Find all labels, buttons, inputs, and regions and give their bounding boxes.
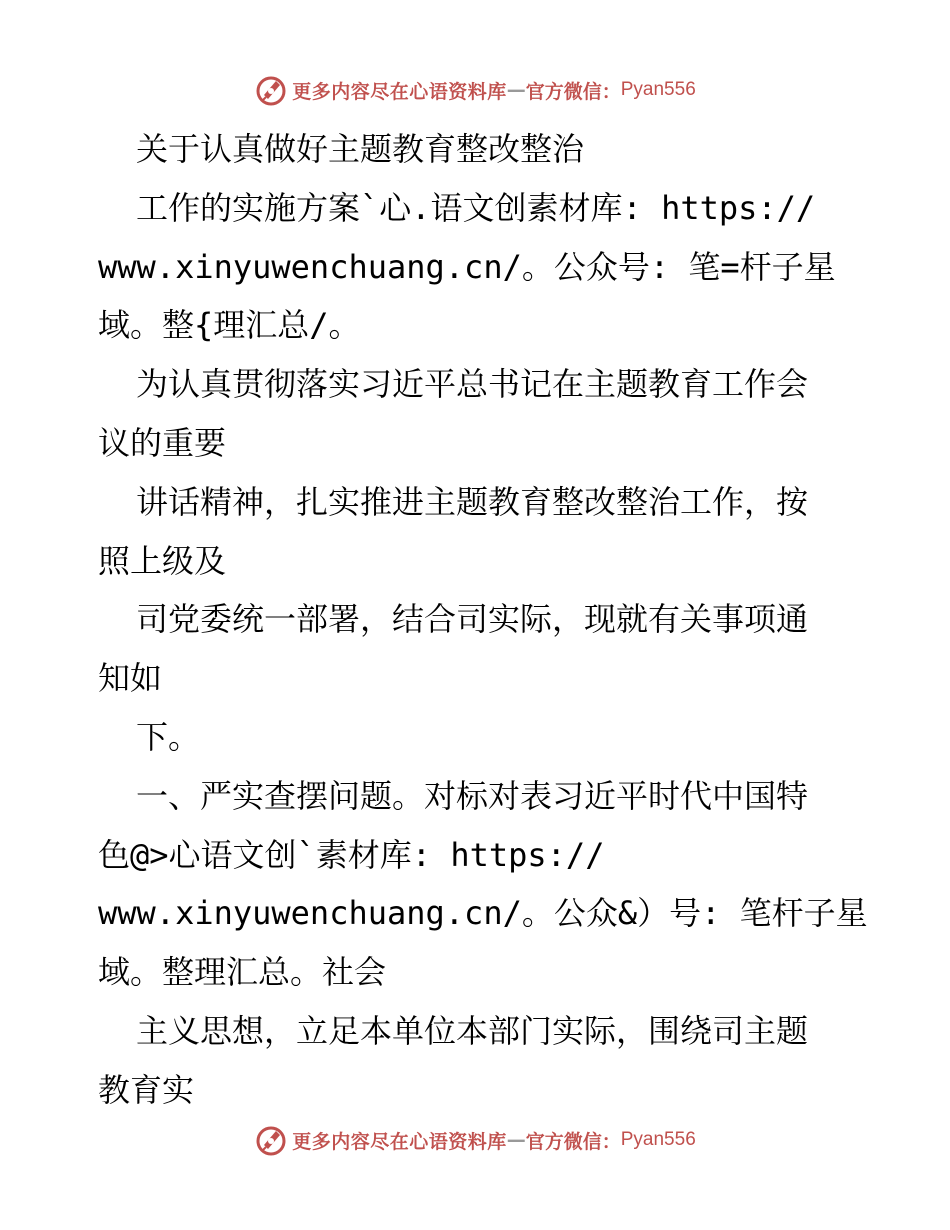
body-line: 知如 xyxy=(98,659,163,698)
body-line: 为认真贯彻落实习近平总书记在主题教育工作会 xyxy=(136,365,809,404)
body-line: 域。整理汇总。社会 xyxy=(98,953,387,992)
banner-wechat-id: Pyan556 xyxy=(620,1129,696,1150)
body-line: 下。 xyxy=(136,717,201,756)
body-line: 一、严实查摆问题。对标对表习近平时代中国特 xyxy=(136,776,809,815)
document-body xyxy=(98,120,868,1120)
body-line: 关于认真做好主题教育整改整治 xyxy=(136,130,585,168)
body-line: www.xinyuwenchuang.cn/。公众号: 笔=杆子星 xyxy=(98,247,836,286)
banner-official-label: 官方微信： xyxy=(525,1130,621,1153)
banner-official-label: 官方微信： xyxy=(525,80,621,103)
body-line: 议的重要 xyxy=(98,423,227,462)
body-line: www.xinyuwenchuang.cn/。公众&）号: 笔杆子星 xyxy=(98,894,868,933)
body-line: 照上级及 xyxy=(98,541,227,580)
body-line: 工作的实施方案`心.语文创素材库: https:// xyxy=(136,188,816,227)
body-line: 教育实 xyxy=(98,1070,195,1109)
footer-banner[interactable] xyxy=(0,1122,950,1158)
body-line: 域。整{理汇总/。 xyxy=(98,306,361,345)
banner-main-text: 更多内容尽在心语资料库 xyxy=(292,1130,507,1153)
banner-main-text: 更多内容尽在心语资料库 xyxy=(292,80,507,103)
banner-wechat-id: Pyan556 xyxy=(620,79,696,100)
body-line: 司党委统一部署，结合司实际，现就有关事项通 xyxy=(136,600,809,639)
body-line: 主义思想，立足本单位本部门实际，围绕司主题 xyxy=(136,1011,809,1050)
body-line: 讲话精神，扎实推进主题教育整改整治工作，按 xyxy=(136,482,809,521)
pen-nib-logo-icon xyxy=(254,73,288,107)
pen-nib-logo-icon xyxy=(254,1123,288,1157)
header-banner[interactable] xyxy=(0,72,950,108)
banner-separator: — xyxy=(506,1129,526,1151)
body-line: 色@>心语文创`素材库: https:// xyxy=(98,835,605,874)
banner-separator: — xyxy=(506,79,526,101)
